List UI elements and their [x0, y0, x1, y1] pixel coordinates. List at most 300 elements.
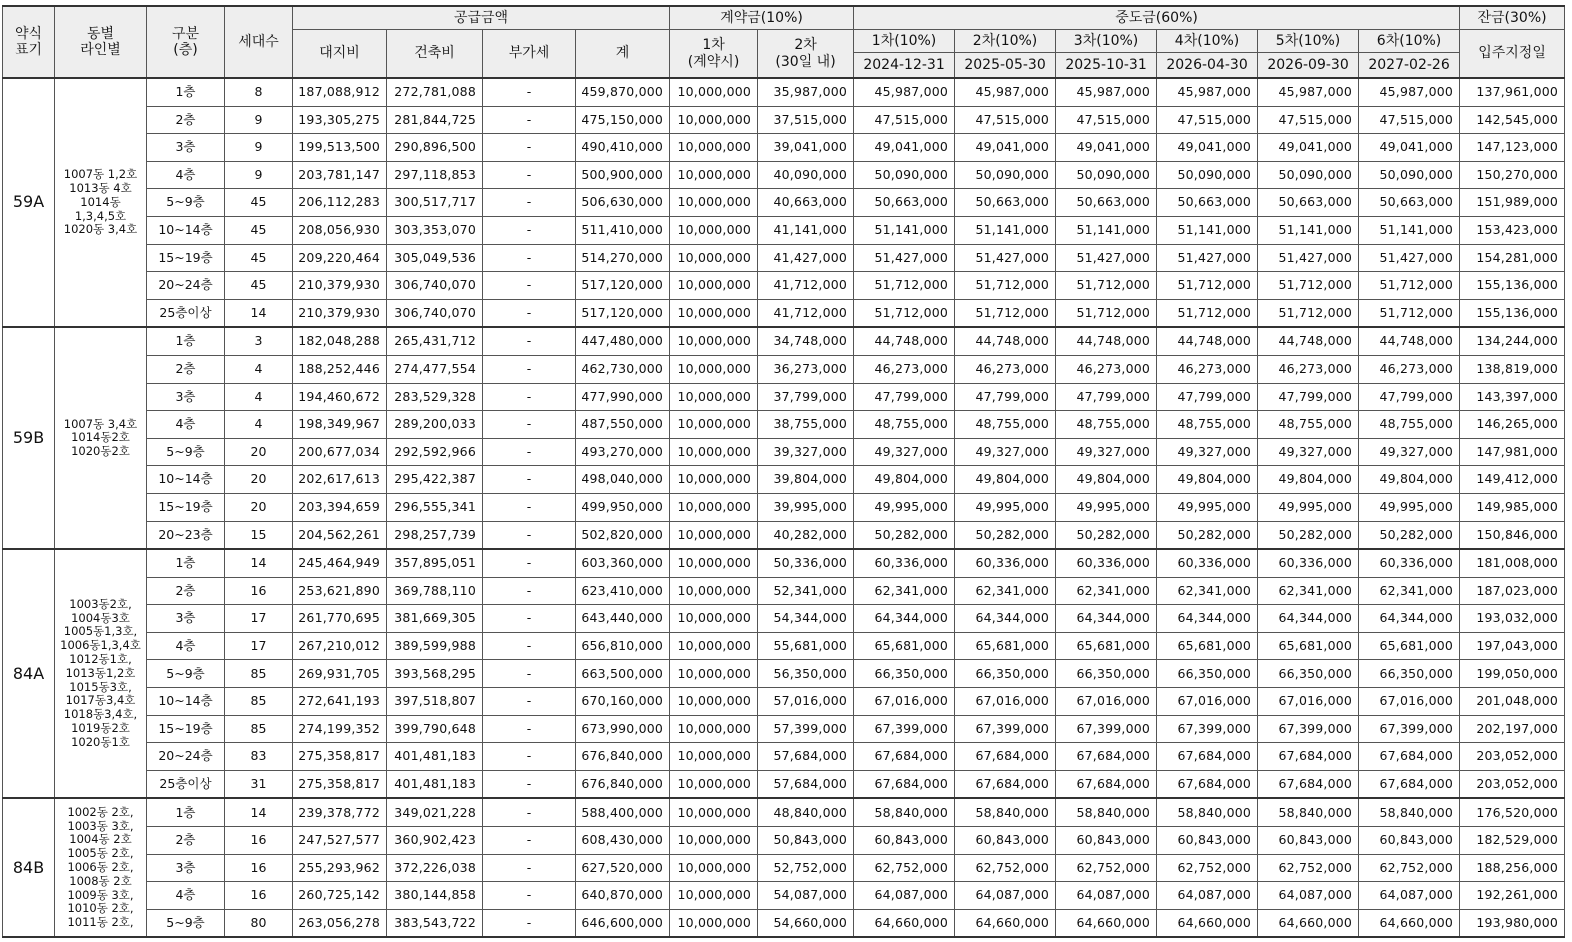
- land-cell: 182,048,288: [293, 327, 387, 355]
- middle-1-cell: 60,843,000: [854, 827, 955, 855]
- building-cell: 306,740,070: [387, 299, 483, 327]
- balance-cell: 153,423,000: [1460, 216, 1565, 244]
- middle-1-cell: 51,712,000: [854, 272, 955, 300]
- floor-cell: 1층: [147, 78, 225, 106]
- total-cell: 502,820,000: [576, 521, 670, 549]
- dong-line: 1014동2호: [71, 430, 130, 445]
- contract-1-cell: 10,000,000: [670, 660, 758, 688]
- middle-6-cell: 50,282,000: [1359, 521, 1460, 549]
- middle-3-cell: 67,684,000: [1056, 743, 1157, 771]
- middle-3-cell: 49,804,000: [1056, 466, 1157, 494]
- vat-cell: -: [483, 411, 576, 439]
- middle-4-cell: 67,399,000: [1157, 715, 1258, 743]
- building-cell: 401,481,183: [387, 770, 483, 798]
- middle-4-cell: 51,427,000: [1157, 244, 1258, 272]
- header-contract-2-line2: (30일 내): [775, 53, 836, 70]
- middle-5-cell: 51,141,000: [1258, 216, 1359, 244]
- middle-1-cell: 50,663,000: [854, 189, 955, 217]
- middle-5-cell: 47,799,000: [1258, 383, 1359, 411]
- dong-line: 1013동 4호: [69, 180, 132, 195]
- header-land: 대지비: [293, 30, 387, 79]
- middle-3-cell: 64,087,000: [1056, 882, 1157, 910]
- contract-1-cell: 10,000,000: [670, 327, 758, 355]
- vat-cell: -: [483, 466, 576, 494]
- land-cell: 209,220,464: [293, 244, 387, 272]
- middle-3-cell: 60,336,000: [1056, 549, 1157, 577]
- middle-3-cell: 50,282,000: [1056, 521, 1157, 549]
- land-cell: 263,056,278: [293, 909, 387, 937]
- middle-4-cell: 46,273,000: [1157, 355, 1258, 383]
- table-row: [3, 577, 1565, 605]
- land-cell: 275,358,817: [293, 770, 387, 798]
- contract-2-cell: 39,995,000: [758, 493, 854, 521]
- balance-cell: 188,256,000: [1460, 854, 1565, 882]
- header-building: 건축비: [387, 30, 483, 79]
- middle-4-cell: 65,681,000: [1157, 632, 1258, 660]
- middle-2-cell: 51,427,000: [955, 244, 1056, 272]
- land-cell: 267,210,012: [293, 632, 387, 660]
- vat-cell: -: [483, 272, 576, 300]
- middle-1-cell: 46,273,000: [854, 355, 955, 383]
- table-row: [3, 272, 1565, 300]
- contract-1-cell: 10,000,000: [670, 549, 758, 577]
- unit-type: 84B: [3, 798, 55, 937]
- contract-2-cell: 35,987,000: [758, 78, 854, 106]
- contract-2-cell: 40,282,000: [758, 521, 854, 549]
- land-cell: 208,056,930: [293, 216, 387, 244]
- building-cell: 283,529,328: [387, 383, 483, 411]
- header-middle-group: 중도금(60%): [854, 6, 1460, 30]
- middle-3-cell: 50,090,000: [1056, 161, 1157, 189]
- floor-cell: 10~14층: [147, 688, 225, 716]
- table-row: [3, 134, 1565, 162]
- middle-4-cell: 49,804,000: [1157, 466, 1258, 494]
- middle-4-cell: 67,684,000: [1157, 770, 1258, 798]
- vat-cell: -: [483, 909, 576, 937]
- dong-line: 1002동 2호,: [67, 804, 134, 819]
- floor-cell: 25층이상: [147, 770, 225, 798]
- middle-6-cell: 49,804,000: [1359, 466, 1460, 494]
- header-contract-group: 계약금(10%): [670, 6, 854, 30]
- contract-2-cell: 54,660,000: [758, 909, 854, 937]
- contract-1-cell: 10,000,000: [670, 770, 758, 798]
- middle-1-cell: 49,995,000: [854, 493, 955, 521]
- middle-6-cell: 64,344,000: [1359, 605, 1460, 633]
- middle-5-cell: 62,752,000: [1258, 854, 1359, 882]
- dong-line: 1009동 3호,: [67, 887, 134, 902]
- floor-cell: 3층: [147, 134, 225, 162]
- dong-line: 1005동1,3호,: [63, 624, 138, 639]
- middle-6-cell: 60,843,000: [1359, 827, 1460, 855]
- middle-5-cell: 49,995,000: [1258, 493, 1359, 521]
- table-row: [3, 827, 1565, 855]
- land-cell: 200,677,034: [293, 438, 387, 466]
- middle-3-cell: 58,840,000: [1056, 798, 1157, 826]
- contract-2-cell: 56,350,000: [758, 660, 854, 688]
- middle-3-cell: 67,399,000: [1056, 715, 1157, 743]
- vat-cell: -: [483, 688, 576, 716]
- header-middle-date-1: 2024-12-31: [854, 53, 955, 79]
- vat-cell: -: [483, 577, 576, 605]
- balance-cell: 187,023,000: [1460, 577, 1565, 605]
- floor-cell: 4층: [147, 632, 225, 660]
- middle-4-cell: 51,712,000: [1157, 299, 1258, 327]
- contract-1-cell: 10,000,000: [670, 189, 758, 217]
- units-cell: 45: [225, 244, 293, 272]
- middle-6-cell: 65,681,000: [1359, 632, 1460, 660]
- header-vat: 부가세: [483, 30, 576, 79]
- middle-5-cell: 65,681,000: [1258, 632, 1359, 660]
- contract-1-cell: 10,000,000: [670, 299, 758, 327]
- units-cell: 85: [225, 660, 293, 688]
- middle-5-cell: 51,712,000: [1258, 272, 1359, 300]
- middle-4-cell: 48,755,000: [1157, 411, 1258, 439]
- floor-cell: 4층: [147, 161, 225, 189]
- total-cell: 499,950,000: [576, 493, 670, 521]
- middle-5-cell: 49,041,000: [1258, 134, 1359, 162]
- middle-2-cell: 44,748,000: [955, 327, 1056, 355]
- total-cell: 487,550,000: [576, 411, 670, 439]
- dong-line: 1005동 2호,: [67, 846, 134, 861]
- land-cell: 198,349,967: [293, 411, 387, 439]
- middle-5-cell: 46,273,000: [1258, 355, 1359, 383]
- total-cell: 475,150,000: [576, 106, 670, 134]
- dong-line: 1020동 3,4호: [63, 222, 138, 237]
- table-row: [3, 854, 1565, 882]
- units-cell: 4: [225, 411, 293, 439]
- table-row: [3, 549, 1565, 577]
- middle-6-cell: 66,350,000: [1359, 660, 1460, 688]
- header-middle-4: 4차(10%): [1157, 30, 1258, 53]
- header-total: 계: [576, 30, 670, 79]
- balance-cell: 197,043,000: [1460, 632, 1565, 660]
- units-cell: 9: [225, 134, 293, 162]
- table-row: [3, 909, 1565, 937]
- middle-3-cell: 64,344,000: [1056, 605, 1157, 633]
- contract-1-cell: 10,000,000: [670, 438, 758, 466]
- land-cell: 260,725,142: [293, 882, 387, 910]
- floor-cell: 15~19층: [147, 715, 225, 743]
- middle-3-cell: 44,748,000: [1056, 327, 1157, 355]
- middle-6-cell: 62,752,000: [1359, 854, 1460, 882]
- building-cell: 357,895,051: [387, 549, 483, 577]
- vat-cell: -: [483, 632, 576, 660]
- dong-line: 1004동3호: [71, 610, 130, 625]
- middle-3-cell: 49,995,000: [1056, 493, 1157, 521]
- balance-cell: 143,397,000: [1460, 383, 1565, 411]
- dong-line: 1007동 3,4호: [63, 416, 138, 431]
- total-cell: 656,810,000: [576, 632, 670, 660]
- dong-line: 1006동1,3,4호: [60, 638, 141, 653]
- middle-4-cell: 62,341,000: [1157, 577, 1258, 605]
- land-cell: 188,252,446: [293, 355, 387, 383]
- middle-5-cell: 67,684,000: [1258, 770, 1359, 798]
- header-middle-date-4: 2026-04-30: [1157, 53, 1258, 79]
- middle-1-cell: 51,141,000: [854, 216, 955, 244]
- total-cell: 500,900,000: [576, 161, 670, 189]
- middle-4-cell: 64,087,000: [1157, 882, 1258, 910]
- contract-1-cell: 10,000,000: [670, 134, 758, 162]
- contract-2-cell: 39,804,000: [758, 466, 854, 494]
- middle-3-cell: 51,712,000: [1056, 272, 1157, 300]
- floor-cell: 1층: [147, 327, 225, 355]
- dong-line: 1020동2호: [71, 444, 130, 459]
- building-cell: 296,555,341: [387, 493, 483, 521]
- middle-5-cell: 60,843,000: [1258, 827, 1359, 855]
- dong-line: 1020동1호: [71, 734, 130, 749]
- middle-3-cell: 49,327,000: [1056, 438, 1157, 466]
- unit-type: 59B: [3, 327, 55, 549]
- contract-1-cell: 10,000,000: [670, 715, 758, 743]
- middle-2-cell: 47,799,000: [955, 383, 1056, 411]
- balance-cell: 149,412,000: [1460, 466, 1565, 494]
- land-cell: 253,621,890: [293, 577, 387, 605]
- middle-6-cell: 51,712,000: [1359, 299, 1460, 327]
- header-supply-group: 공급금액: [293, 6, 670, 30]
- building-cell: 281,844,725: [387, 106, 483, 134]
- units-cell: 15: [225, 521, 293, 549]
- middle-6-cell: 62,341,000: [1359, 577, 1460, 605]
- building-cell: 295,422,387: [387, 466, 483, 494]
- header-type: [3, 6, 55, 78]
- vat-cell: -: [483, 161, 576, 189]
- table-row: [3, 161, 1565, 189]
- contract-2-cell: 41,712,000: [758, 299, 854, 327]
- middle-5-cell: 51,712,000: [1258, 299, 1359, 327]
- contract-2-cell: 57,399,000: [758, 715, 854, 743]
- header-floor: [147, 6, 225, 78]
- table-row: [3, 466, 1565, 494]
- building-cell: 380,144,858: [387, 882, 483, 910]
- building-cell: 369,788,110: [387, 577, 483, 605]
- middle-4-cell: 64,660,000: [1157, 909, 1258, 937]
- building-cell: 397,518,807: [387, 688, 483, 716]
- land-cell: 199,513,500: [293, 134, 387, 162]
- vat-cell: -: [483, 244, 576, 272]
- building-cell: 274,477,554: [387, 355, 483, 383]
- total-cell: 608,430,000: [576, 827, 670, 855]
- contract-1-cell: 10,000,000: [670, 244, 758, 272]
- contract-1-cell: 10,000,000: [670, 272, 758, 300]
- middle-1-cell: 48,755,000: [854, 411, 955, 439]
- units-cell: 14: [225, 549, 293, 577]
- vat-cell: -: [483, 770, 576, 798]
- middle-1-cell: 65,681,000: [854, 632, 955, 660]
- units-cell: 45: [225, 216, 293, 244]
- units-cell: 17: [225, 632, 293, 660]
- floor-cell: 5~9층: [147, 438, 225, 466]
- balance-cell: 155,136,000: [1460, 299, 1565, 327]
- dong-line: 1,3,4,5호: [74, 208, 127, 223]
- units-cell: 20: [225, 493, 293, 521]
- contract-1-cell: 10,000,000: [670, 577, 758, 605]
- total-cell: 640,870,000: [576, 882, 670, 910]
- vat-cell: -: [483, 216, 576, 244]
- header-dong-line1: 동별: [86, 25, 115, 42]
- middle-4-cell: 67,684,000: [1157, 743, 1258, 771]
- land-cell: 274,199,352: [293, 715, 387, 743]
- middle-2-cell: 49,804,000: [955, 466, 1056, 494]
- contract-2-cell: 57,684,000: [758, 743, 854, 771]
- middle-2-cell: 45,987,000: [955, 78, 1056, 106]
- floor-cell: 5~9층: [147, 660, 225, 688]
- middle-5-cell: 49,327,000: [1258, 438, 1359, 466]
- middle-5-cell: 64,087,000: [1258, 882, 1359, 910]
- floor-cell: 20~24층: [147, 743, 225, 771]
- balance-cell: 192,261,000: [1460, 882, 1565, 910]
- building-cell: 360,902,423: [387, 827, 483, 855]
- floor-cell: 1층: [147, 798, 225, 826]
- dong-line: 1012동1호,: [69, 652, 132, 667]
- table-row: [3, 688, 1565, 716]
- vat-cell: -: [483, 78, 576, 106]
- contract-1-cell: 10,000,000: [670, 882, 758, 910]
- contract-2-cell: 41,141,000: [758, 216, 854, 244]
- middle-3-cell: 62,341,000: [1056, 577, 1157, 605]
- middle-4-cell: 58,840,000: [1157, 798, 1258, 826]
- units-cell: 14: [225, 299, 293, 327]
- land-cell: 210,379,930: [293, 299, 387, 327]
- table-row: [3, 355, 1565, 383]
- dong-line: 1017동3,4호: [65, 693, 136, 708]
- balance-cell: 202,197,000: [1460, 715, 1565, 743]
- middle-1-cell: 47,515,000: [854, 106, 955, 134]
- vat-cell: -: [483, 106, 576, 134]
- middle-1-cell: 62,341,000: [854, 577, 955, 605]
- middle-1-cell: 62,752,000: [854, 854, 955, 882]
- balance-cell: 193,980,000: [1460, 909, 1565, 937]
- floor-cell: 3층: [147, 854, 225, 882]
- price-sheet: [2, 5, 1565, 938]
- building-cell: 305,049,536: [387, 244, 483, 272]
- table-row: [3, 299, 1565, 327]
- middle-2-cell: 50,663,000: [955, 189, 1056, 217]
- header-middle-date-2: 2025-05-30: [955, 53, 1056, 79]
- contract-1-cell: 10,000,000: [670, 161, 758, 189]
- total-cell: 673,990,000: [576, 715, 670, 743]
- middle-5-cell: 45,987,000: [1258, 78, 1359, 106]
- total-cell: 517,120,000: [576, 299, 670, 327]
- units-cell: 83: [225, 743, 293, 771]
- middle-1-cell: 64,660,000: [854, 909, 955, 937]
- middle-2-cell: 50,090,000: [955, 161, 1056, 189]
- dong-line: 1003동 3호,: [67, 818, 134, 833]
- table-row: [3, 715, 1565, 743]
- middle-6-cell: 49,327,000: [1359, 438, 1460, 466]
- middle-3-cell: 65,681,000: [1056, 632, 1157, 660]
- middle-2-cell: 51,141,000: [955, 216, 1056, 244]
- table-row: [3, 189, 1565, 217]
- dong-lines: [55, 798, 147, 937]
- middle-5-cell: 60,336,000: [1258, 549, 1359, 577]
- middle-6-cell: 51,141,000: [1359, 216, 1460, 244]
- middle-1-cell: 67,016,000: [854, 688, 955, 716]
- contract-1-cell: 10,000,000: [670, 411, 758, 439]
- middle-4-cell: 49,041,000: [1157, 134, 1258, 162]
- middle-2-cell: 65,681,000: [955, 632, 1056, 660]
- middle-1-cell: 47,799,000: [854, 383, 955, 411]
- land-cell: 261,770,695: [293, 605, 387, 633]
- contract-1-cell: 10,000,000: [670, 688, 758, 716]
- middle-1-cell: 67,399,000: [854, 715, 955, 743]
- balance-cell: 138,819,000: [1460, 355, 1565, 383]
- contract-2-cell: 48,840,000: [758, 798, 854, 826]
- middle-2-cell: 64,660,000: [955, 909, 1056, 937]
- balance-cell: 155,136,000: [1460, 272, 1565, 300]
- middle-1-cell: 64,087,000: [854, 882, 955, 910]
- total-cell: 603,360,000: [576, 549, 670, 577]
- middle-6-cell: 58,840,000: [1359, 798, 1460, 826]
- land-cell: 187,088,912: [293, 78, 387, 106]
- middle-4-cell: 49,327,000: [1157, 438, 1258, 466]
- vat-cell: -: [483, 327, 576, 355]
- middle-5-cell: 62,341,000: [1258, 577, 1359, 605]
- units-cell: 4: [225, 355, 293, 383]
- middle-3-cell: 45,987,000: [1056, 78, 1157, 106]
- building-cell: 292,592,966: [387, 438, 483, 466]
- floor-cell: 2층: [147, 106, 225, 134]
- land-cell: 275,358,817: [293, 743, 387, 771]
- floor-cell: 20~23층: [147, 521, 225, 549]
- middle-5-cell: 44,748,000: [1258, 327, 1359, 355]
- land-cell: 206,112,283: [293, 189, 387, 217]
- units-cell: 9: [225, 106, 293, 134]
- dong-line: 1013동1,2호: [65, 665, 136, 680]
- middle-5-cell: 58,840,000: [1258, 798, 1359, 826]
- table-row: [3, 605, 1565, 633]
- table-row: [3, 106, 1565, 134]
- middle-6-cell: 64,087,000: [1359, 882, 1460, 910]
- middle-1-cell: 50,282,000: [854, 521, 955, 549]
- contract-1-cell: 10,000,000: [670, 493, 758, 521]
- balance-cell: 154,281,000: [1460, 244, 1565, 272]
- balance-cell: 147,981,000: [1460, 438, 1565, 466]
- contract-2-cell: 52,752,000: [758, 854, 854, 882]
- middle-4-cell: 51,712,000: [1157, 272, 1258, 300]
- vat-cell: -: [483, 134, 576, 162]
- contract-2-cell: 55,681,000: [758, 632, 854, 660]
- middle-1-cell: 49,804,000: [854, 466, 955, 494]
- land-cell: 203,781,147: [293, 161, 387, 189]
- units-cell: 20: [225, 438, 293, 466]
- middle-6-cell: 50,663,000: [1359, 189, 1460, 217]
- building-cell: 349,021,228: [387, 798, 483, 826]
- header-middle-date-5: 2026-09-30: [1258, 53, 1359, 79]
- dong-line: 1004동 2호: [69, 832, 132, 847]
- contract-2-cell: 37,799,000: [758, 383, 854, 411]
- contract-2-cell: 41,712,000: [758, 272, 854, 300]
- middle-5-cell: 51,427,000: [1258, 244, 1359, 272]
- vat-cell: -: [483, 715, 576, 743]
- building-cell: 289,200,033: [387, 411, 483, 439]
- table-row: [3, 882, 1565, 910]
- middle-2-cell: 46,273,000: [955, 355, 1056, 383]
- floor-cell: 2층: [147, 827, 225, 855]
- header-middle-6: 6차(10%): [1359, 30, 1460, 53]
- vat-cell: -: [483, 605, 576, 633]
- contract-2-cell: 39,327,000: [758, 438, 854, 466]
- balance-cell: 142,545,000: [1460, 106, 1565, 134]
- building-cell: 300,517,717: [387, 189, 483, 217]
- units-cell: 85: [225, 715, 293, 743]
- dong-line: 1018동3,4호,: [63, 707, 138, 722]
- middle-3-cell: 67,016,000: [1056, 688, 1157, 716]
- middle-4-cell: 66,350,000: [1157, 660, 1258, 688]
- header-balance-group: 잔금(30%): [1460, 6, 1565, 30]
- table-row: [3, 632, 1565, 660]
- floor-cell: 15~19층: [147, 493, 225, 521]
- header-balance-sub: 입주지정일: [1460, 30, 1565, 79]
